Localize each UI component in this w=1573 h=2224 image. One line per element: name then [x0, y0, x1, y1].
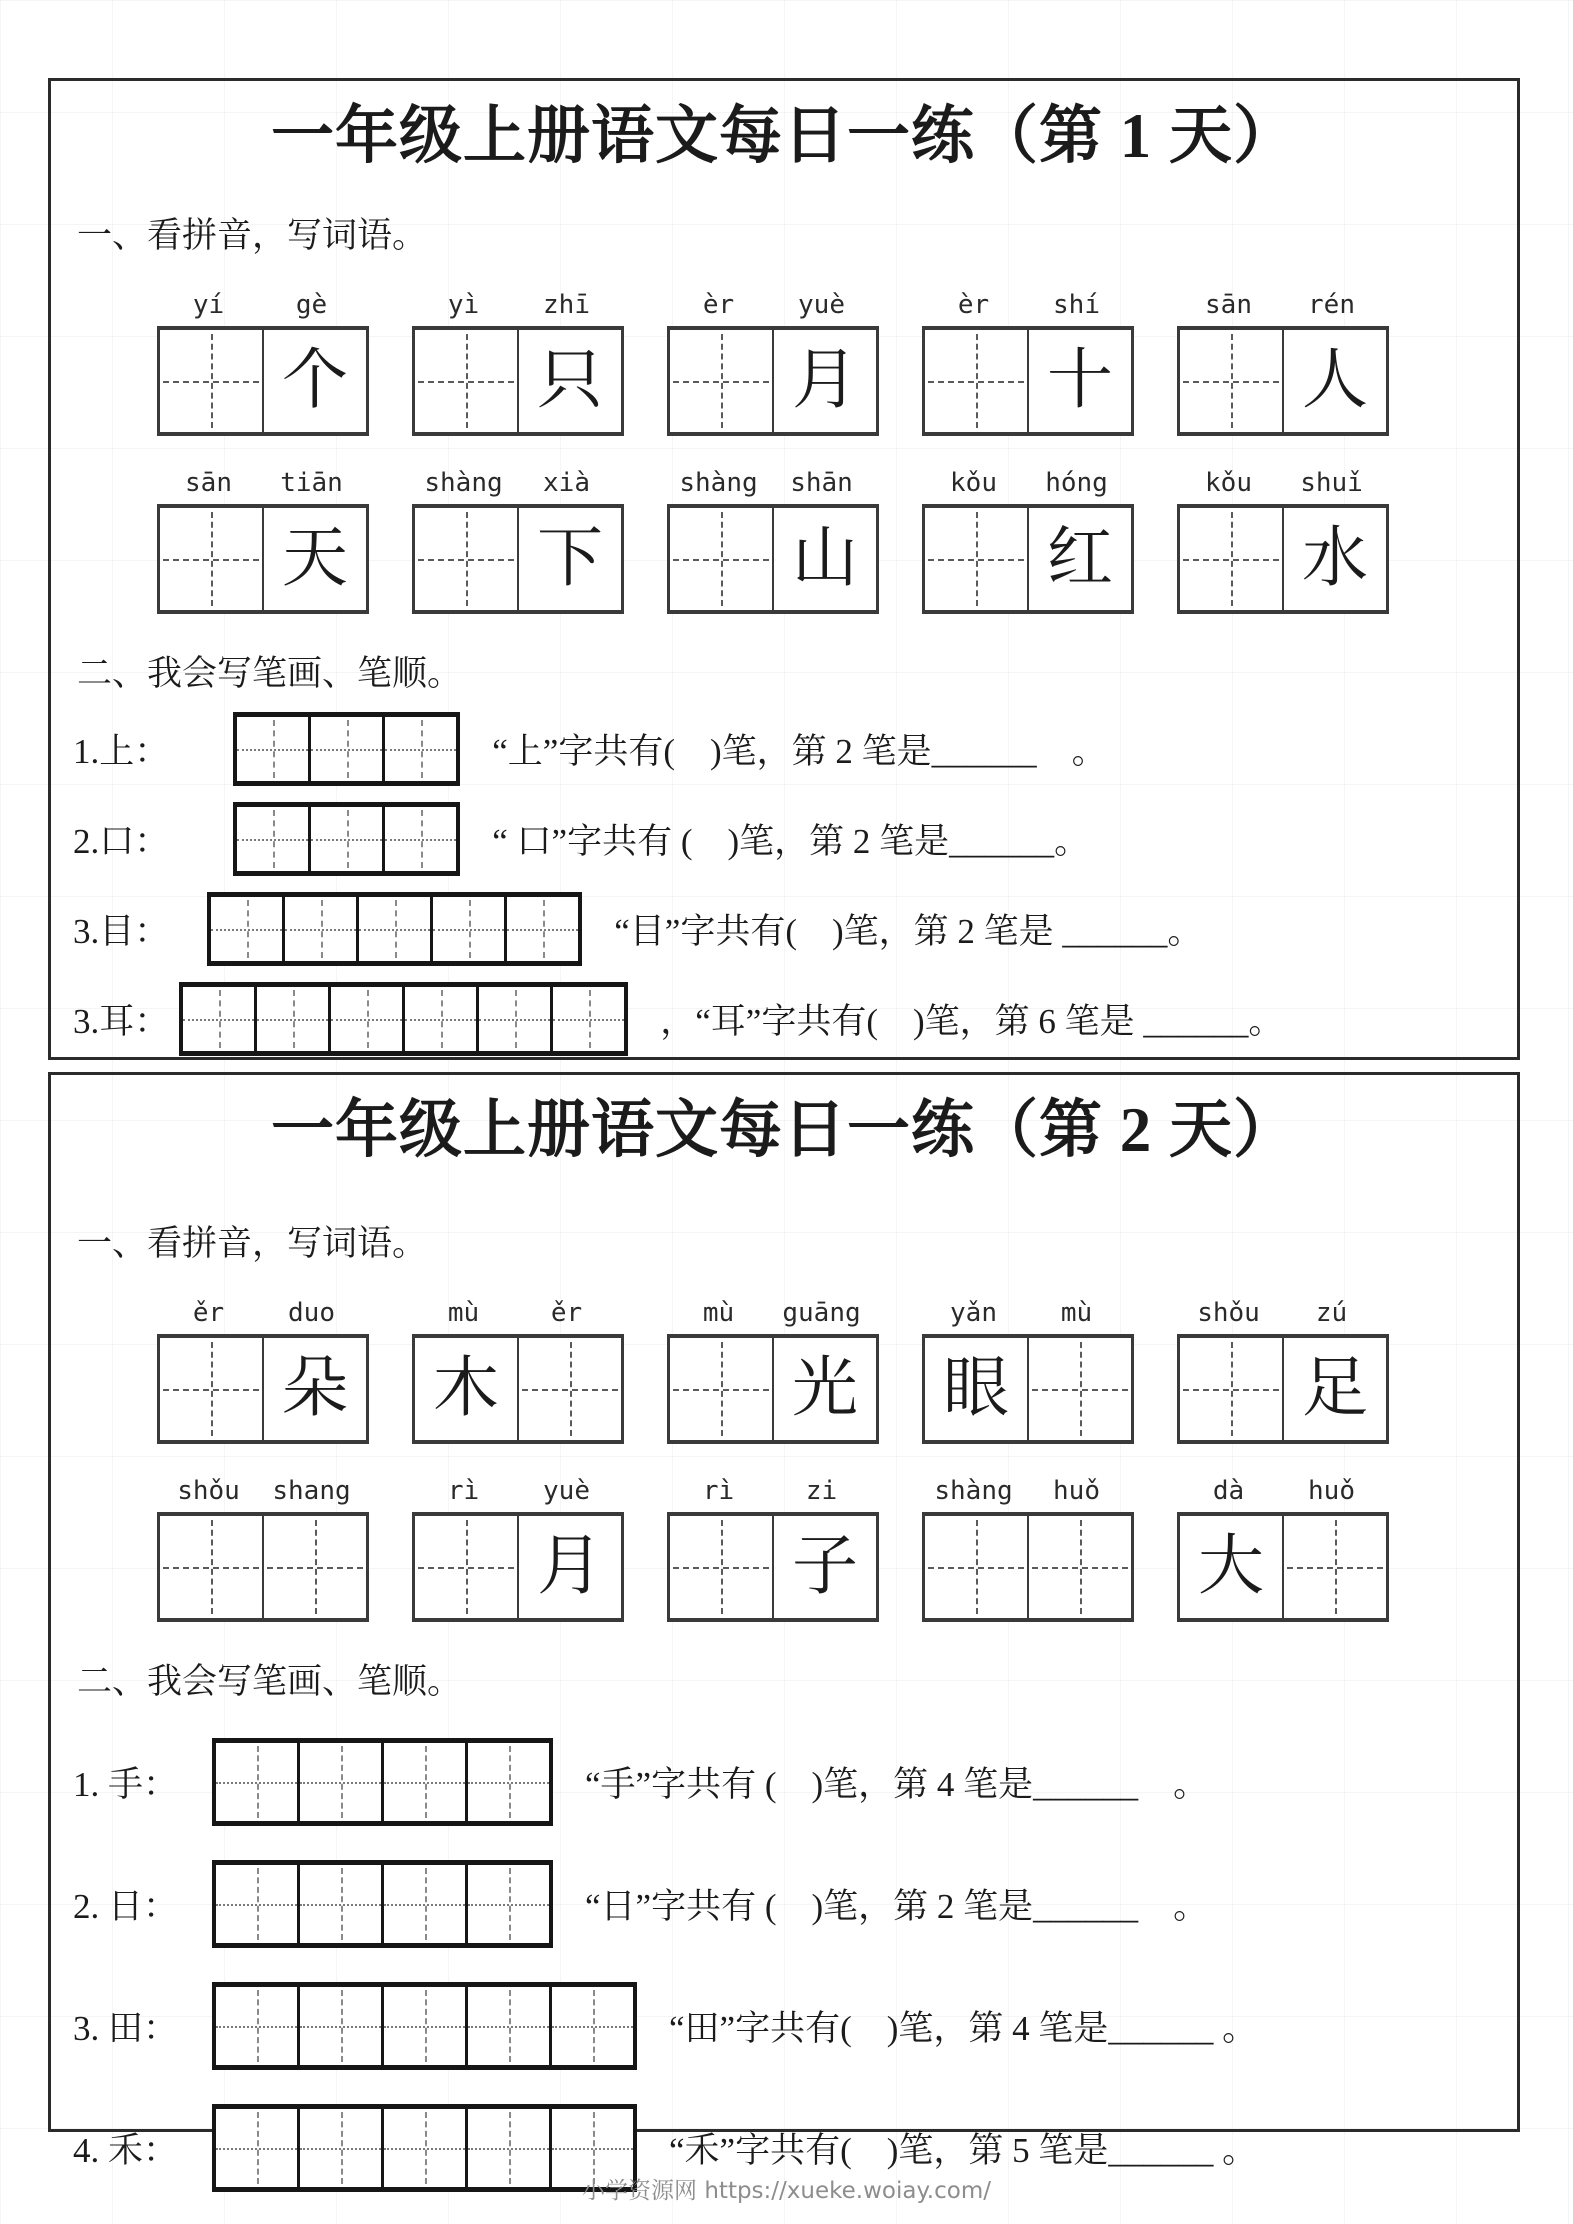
pinyin-syllable: sān: [185, 467, 232, 498]
practice-item-label: 3.耳：: [73, 1001, 170, 1041]
worksheet-title: 一年级上册语文每日一练（第 1 天）: [271, 101, 1297, 171]
pinyin-syllable: yuè: [798, 289, 845, 320]
pinyin-syllable: yǎn: [950, 1297, 997, 1328]
worksheet-page: [48, 1072, 1520, 2170]
writing-box-pair: [412, 1334, 624, 1444]
stroke-practice-cell: [216, 1865, 297, 1943]
word-pair: [667, 458, 873, 614]
writing-cell-empty: [160, 1516, 262, 1618]
writing-box-pair: [667, 326, 879, 436]
word-pair: [1177, 1288, 1383, 1444]
word-pair: [412, 1288, 618, 1444]
writing-cell-empty: [1180, 1338, 1282, 1440]
pinyin-label: [412, 1288, 618, 1328]
practice-item-question: ，“耳”字共有( )笔，第 6 笔是 ______。: [660, 1001, 1284, 1041]
word-pair: [667, 1466, 873, 1622]
writing-box-pair: [922, 1512, 1134, 1622]
writing-cell-empty: [670, 330, 772, 432]
practice-item-label: 3.目：: [73, 911, 170, 951]
stroke-practice-cell: [297, 1987, 381, 2065]
section-heading-pinyin: 一、看拼音，写词语。: [77, 215, 428, 255]
pinyin-label: [1177, 280, 1383, 320]
printed-character-cell: 光: [772, 1338, 876, 1440]
pinyin-syllable: yí: [192, 289, 225, 320]
pinyin-label: [1177, 458, 1383, 498]
stroke-practice-grid: [212, 1860, 553, 1948]
worksheet-title: 一年级上册语文每日一练（第 2 天）: [271, 1095, 1297, 1165]
word-row: [51, 458, 1517, 614]
writing-box-pair: [412, 326, 624, 436]
pinyin-label: [157, 1466, 363, 1506]
pinyin-syllable: rì: [447, 1475, 480, 1506]
stroke-practice-grid: [233, 802, 460, 876]
stroke-practice-cell: [476, 987, 550, 1051]
stroke-practice-cell: [504, 897, 578, 961]
writing-box-pair: [922, 1334, 1134, 1444]
practice-item-label: 1. 手：: [73, 1764, 179, 1804]
printed-character-cell: 十: [1027, 330, 1131, 432]
word-pair: [412, 1466, 618, 1622]
writing-box-pair: [412, 1512, 624, 1622]
printed-character-cell: 木: [433, 1351, 499, 1425]
practice-item-question: “田”字共有( )笔，第 4 笔是______ 。: [669, 2008, 1258, 2048]
pinyin-syllable: guāng: [782, 1297, 861, 1328]
pinyin-label: [667, 1288, 873, 1328]
stroke-practice-cell: [237, 717, 308, 781]
section-heading-strokes: 二、我会写笔画、笔顺。: [77, 1661, 463, 1701]
practice-item-label: 2. 日：: [73, 1886, 179, 1926]
pinyin-label: [1177, 1288, 1383, 1328]
pinyin-label: [412, 1466, 618, 1506]
stroke-practice-cell: [382, 807, 456, 871]
writing-box-pair: [157, 326, 369, 436]
stroke-practice-cell: [382, 717, 456, 781]
pinyin-syllable: kǒu: [1205, 467, 1252, 498]
stroke-practice-cell: [381, 1987, 465, 2065]
word-pair: [1177, 280, 1383, 436]
word-pair: [667, 280, 873, 436]
word-pair: [412, 280, 618, 436]
pinyin-syllable: mù: [447, 1297, 480, 1328]
pinyin-label: [1177, 1466, 1383, 1506]
writing-cell-empty: [925, 330, 1027, 432]
printed-character-cell: 山: [772, 508, 876, 610]
writing-box-pair: [1177, 1512, 1389, 1622]
stroke-practice-cell: [297, 1743, 381, 1821]
writing-cell-empty: [925, 508, 1027, 610]
pinyin-syllable: shān: [790, 467, 853, 498]
stroke-practice-line: [51, 712, 1517, 786]
writing-cell-empty: [1282, 1516, 1386, 1618]
word-row: [51, 280, 1517, 436]
pinyin-syllable: shàng: [679, 467, 758, 498]
stroke-practice-line: [51, 892, 1517, 966]
writing-box-pair: [157, 1512, 369, 1622]
writing-box-pair: [922, 504, 1134, 614]
printed-character-cell: 只: [517, 330, 621, 432]
stroke-practice-cell: [282, 897, 356, 961]
pinyin-syllable: rén: [1308, 289, 1355, 320]
pinyin-label: [922, 1466, 1128, 1506]
stroke-practice-cell: [550, 987, 624, 1051]
writing-cell-empty: [262, 1516, 366, 1618]
pinyin-syllable: tiān: [280, 467, 343, 498]
stroke-practice-line: [51, 1860, 1517, 1948]
pinyin-syllable: shuǐ: [1300, 467, 1363, 498]
stroke-practice-cell: [381, 1743, 465, 1821]
writing-cell-empty: [160, 508, 262, 610]
stroke-practice-grid: [212, 1982, 637, 2070]
pinyin-syllable: mù: [1060, 1297, 1093, 1328]
printed-character-cell: 红: [1027, 508, 1131, 610]
stroke-practice-cell: [381, 1865, 465, 1943]
word-pair: [412, 458, 618, 614]
writing-cell-empty: [670, 1338, 772, 1440]
stroke-practice-line: [51, 1982, 1517, 2070]
pinyin-syllable: ěr: [550, 1297, 583, 1328]
word-pair: [157, 280, 363, 436]
printed-character-cell: 水: [1282, 508, 1386, 610]
pinyin-syllable: shǒu: [1197, 1297, 1260, 1328]
practice-item-question: “ 口”字共有 ( )笔，第 2 笔是______。: [492, 821, 1090, 861]
writing-cell-empty: [670, 508, 772, 610]
printed-character-cell: 子: [772, 1516, 876, 1618]
stroke-practice-cell: [183, 987, 254, 1051]
writing-box-pair: [667, 504, 879, 614]
pinyin-label: [667, 458, 873, 498]
writing-box-pair: [412, 504, 624, 614]
section-heading-strokes: 二、我会写笔画、笔顺。: [77, 653, 463, 693]
stroke-practice-cell: [328, 987, 402, 1051]
pinyin-syllable: ěr: [192, 1297, 225, 1328]
footer-watermark: 小学资源网 https://xueke.woiay.com/: [582, 2178, 991, 2204]
word-pair: [157, 1466, 363, 1622]
writing-box-pair: [1177, 326, 1389, 436]
pinyin-syllable: mù: [702, 1297, 735, 1328]
pinyin-label: [922, 280, 1128, 320]
writing-cell-empty: [925, 1516, 1027, 1618]
writing-box-pair: [667, 1334, 879, 1444]
pinyin-syllable: yì: [447, 289, 480, 320]
printed-character-cell: 天: [262, 508, 366, 610]
stroke-practice-cell: [308, 717, 382, 781]
stroke-practice-cell: [549, 1987, 633, 2065]
stroke-practice-cell: [465, 1865, 549, 1943]
writing-cell-empty: [670, 1516, 772, 1618]
pinyin-syllable: shang: [272, 1475, 351, 1506]
stroke-practice-cell: [430, 897, 504, 961]
printed-character-cell: 朵: [262, 1338, 366, 1440]
pinyin-syllable: zú: [1315, 1297, 1348, 1328]
stroke-practice-line: [51, 982, 1517, 1056]
printed-character-cell: 人: [1282, 330, 1386, 432]
writing-cell-empty: [415, 508, 517, 610]
practice-item-question: “目”字共有( )笔，第 2 笔是 ______。: [614, 911, 1203, 951]
pinyin-syllable: yuè: [543, 1475, 590, 1506]
pinyin-label: [412, 280, 618, 320]
pinyin-syllable: shí: [1053, 289, 1100, 320]
practice-item-question: “禾”字共有( )笔，第 5 笔是______ 。: [669, 2130, 1258, 2170]
writing-cell-empty: [1027, 1338, 1131, 1440]
pinyin-syllable: duo: [288, 1297, 335, 1328]
stroke-practice-line: [51, 1738, 1517, 1826]
word-pair: [922, 1466, 1128, 1622]
stroke-practice-cell: [356, 897, 430, 961]
pinyin-syllable: èr: [957, 289, 990, 320]
printed-character-cell: 大: [1198, 1529, 1264, 1603]
pinyin-syllable: dà: [1212, 1475, 1245, 1506]
pinyin-label: [922, 1288, 1128, 1328]
stroke-practice-cell: [308, 807, 382, 871]
stroke-practice-cell: [297, 1865, 381, 1943]
pinyin-label: [157, 1288, 363, 1328]
pinyin-label: [157, 280, 363, 320]
pinyin-syllable: shàng: [424, 467, 503, 498]
stroke-practice-grid: [233, 712, 460, 786]
pinyin-syllable: sān: [1205, 289, 1252, 320]
writing-cell-empty: [415, 1516, 517, 1618]
word-row: [51, 1466, 1517, 1622]
writing-box-pair: [1177, 1334, 1389, 1444]
pinyin-label: [922, 458, 1128, 498]
stroke-practice-cell: [216, 1743, 297, 1821]
printed-character-cell: 月: [517, 1516, 621, 1618]
practice-item-label: 4. 禾：: [73, 2130, 179, 2170]
pinyin-label: [667, 280, 873, 320]
printed-character-cell: 下: [517, 508, 621, 610]
writing-box-pair: [157, 1334, 369, 1444]
stroke-practice-grid: [179, 982, 628, 1056]
word-pair: [922, 458, 1128, 614]
stroke-practice-grid: [212, 1738, 553, 1826]
word-pair: [157, 1288, 363, 1444]
word-pair: [667, 1288, 873, 1444]
writing-cell-empty: [160, 1338, 262, 1440]
writing-cell-empty: [1180, 330, 1282, 432]
practice-item-question: “手”字共有 ( )笔，第 4 笔是______ 。: [585, 1764, 1209, 1804]
pinyin-syllable: èr: [702, 289, 735, 320]
writing-box-pair: [157, 504, 369, 614]
stroke-practice-cell: [465, 1987, 549, 2065]
pinyin-syllable: kǒu: [950, 467, 997, 498]
pinyin-syllable: huǒ: [1053, 1475, 1100, 1506]
section-heading-pinyin: 一、看拼音，写词语。: [77, 1223, 428, 1263]
stroke-practice-cell: [465, 1743, 549, 1821]
printed-character-cell: 足: [1282, 1338, 1386, 1440]
pinyin-syllable: zhī: [543, 289, 590, 320]
pinyin-syllable: shàng: [934, 1475, 1013, 1506]
pinyin-syllable: huǒ: [1308, 1475, 1355, 1506]
word-pair: [1177, 458, 1383, 614]
pinyin-label: [157, 458, 363, 498]
writing-box-pair: [922, 326, 1134, 436]
printed-character-cell: 个: [262, 330, 366, 432]
practice-item-label: 2.口：: [73, 821, 170, 861]
stroke-practice-cell: [402, 987, 476, 1051]
stroke-practice-cell: [216, 1987, 297, 2065]
writing-cell-empty: [517, 1338, 621, 1440]
printed-character-cell: 眼: [943, 1351, 1009, 1425]
writing-cell-empty: [160, 330, 262, 432]
writing-cell-empty: [1027, 1516, 1131, 1618]
word-pair: [1177, 1466, 1383, 1622]
stroke-practice-grid: [207, 892, 582, 966]
practice-item-question: “上”字共有( )笔，第 2 笔是______ 。: [492, 731, 1107, 771]
pinyin-syllable: rì: [702, 1475, 735, 1506]
worksheet-page: [48, 78, 1520, 1060]
word-pair: [157, 458, 363, 614]
stroke-practice-cell: [254, 987, 328, 1051]
word-row: [51, 1288, 1517, 1444]
printed-character-cell: 月: [772, 330, 876, 432]
practice-item-question: “日”字共有 ( )笔，第 2 笔是______ 。: [585, 1886, 1209, 1926]
stroke-practice-cell: [211, 897, 282, 961]
writing-cell-empty: [1180, 508, 1282, 610]
pinyin-syllable: xià: [543, 467, 590, 498]
pinyin-syllable: zi: [805, 1475, 838, 1506]
pinyin-syllable: hóng: [1045, 467, 1108, 498]
writing-box-pair: [1177, 504, 1389, 614]
writing-cell-empty: [415, 330, 517, 432]
stroke-practice-line: [51, 802, 1517, 876]
practice-item-label: 3. 田：: [73, 2008, 179, 2048]
pinyin-label: [667, 1466, 873, 1506]
word-pair: [922, 280, 1128, 436]
pinyin-label: [412, 458, 618, 498]
practice-item-label: 1.上：: [73, 731, 170, 771]
stroke-practice-cell: [237, 807, 308, 871]
word-pair: [922, 1288, 1128, 1444]
writing-box-pair: [667, 1512, 879, 1622]
pinyin-syllable: shǒu: [177, 1475, 240, 1506]
pinyin-syllable: gè: [295, 289, 328, 320]
